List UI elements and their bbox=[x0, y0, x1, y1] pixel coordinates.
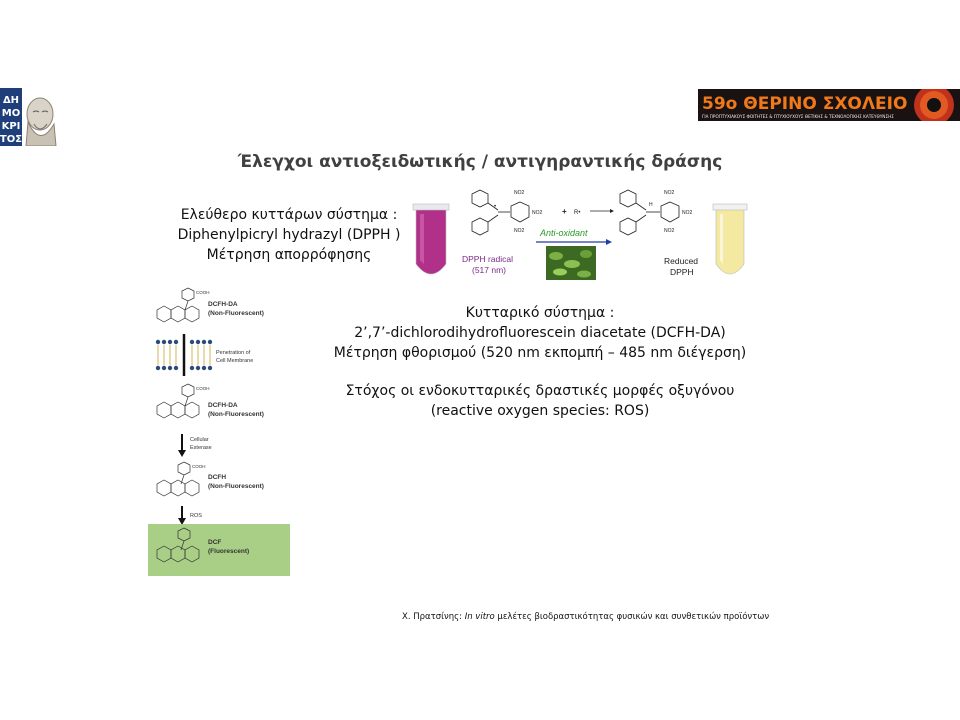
antioxidant-label: Anti-oxidant bbox=[540, 228, 588, 238]
dcfh-pathway-figure bbox=[144, 284, 294, 578]
svg-text:ΔΗ: ΔΗ bbox=[2, 95, 20, 106]
step3-sublabel: (Non-Fluorescent) bbox=[208, 483, 264, 490]
cellular-spacer bbox=[300, 363, 780, 381]
no2-label-3: NO2 bbox=[514, 228, 525, 234]
plus-sign: + bbox=[562, 207, 567, 216]
step3-label: DCFH bbox=[208, 474, 227, 481]
cell-free-line-1: Ελεύθερο κυττάρων σύστημα : bbox=[180, 207, 398, 223]
no2-label-6: NO2 bbox=[664, 228, 675, 234]
cellular-line-3: Μέτρηση φθορισμού (520 nm εκπομπή – 485 nm διέγερση) bbox=[333, 345, 747, 361]
membrane-label: Penetration of bbox=[216, 350, 251, 356]
step1-sublabel: (Non-Fluorescent) bbox=[208, 310, 264, 317]
footer-rest: μελέτες βιοδραστικότητας φυσικών και συνθετικών προϊόντων bbox=[497, 612, 770, 622]
banner-subtitle: ΓΙΑ ΠΡΟΠΤΥΧΙΑΚΟΥΣ ΦΟΙΤΗΤΕΣ & ΠΤΥΧΙΟΥΧΟΥΣ ΘΕΤΙΚΗΣ & ΤΕΧΝΟΛΟΓΙΚΗΣ ΚΑΤΕΥΘΥΝΣΗΣ bbox=[702, 114, 894, 119]
dpph-reaction-figure bbox=[410, 184, 750, 290]
reduced-h-label: H bbox=[649, 202, 653, 208]
dcfh-da-structure-1 bbox=[157, 288, 199, 322]
cooh-label-2: COOH bbox=[196, 386, 210, 391]
no2-label-2: NO2 bbox=[532, 210, 543, 216]
cell-free-text-block bbox=[150, 205, 428, 265]
banner-title: 59ο ΘΕΡΙΝΟ ΣΧΟΛΕΙΟ bbox=[702, 94, 908, 114]
esterase-label: Cellular bbox=[190, 437, 209, 443]
cellular-line-5: (reactive oxygen species: ROS) bbox=[430, 403, 650, 419]
cooh-label-3: COOH bbox=[192, 464, 206, 469]
reduced-label: Reduced bbox=[664, 256, 699, 266]
membrane-sublabel: Cell Membrane bbox=[216, 358, 254, 364]
reduced-dpph-tube bbox=[713, 204, 747, 274]
cooh-label-1: COOH bbox=[196, 290, 210, 295]
no2-label-4: NO2 bbox=[664, 190, 675, 196]
cell-free-line-3: Μέτρηση απορρόφησης bbox=[206, 247, 372, 263]
no2-label-1: NO2 bbox=[514, 190, 525, 196]
summer-school-banner bbox=[698, 89, 960, 121]
step4-label: DCF bbox=[208, 539, 222, 546]
footer-author: Χ. Πρατσίνης: bbox=[402, 612, 462, 622]
cell-membrane bbox=[156, 334, 212, 376]
svg-text:ΜΟ: ΜΟ bbox=[1, 108, 21, 119]
slide-title bbox=[0, 152, 960, 172]
dpph-radical-tube bbox=[413, 204, 449, 274]
step2-sublabel: (Non-Fluorescent) bbox=[208, 411, 264, 418]
cellular-line-4: Στόχος οι ενδοκυτταρικές δραστικές μορφές οξυγόνου bbox=[345, 383, 735, 399]
no2-label-5: NO2 bbox=[682, 210, 693, 216]
cellular-line-2: 2’,7’-dichlorodihydrofluorescein diacetate (DCFH-DA) bbox=[354, 325, 726, 341]
slide-title-text: Έλεγχοι αντιοξειδωτικής / αντιγηραντικής δράσης bbox=[237, 152, 723, 172]
cellular-line-1: Κυτταρικό σύστημα : bbox=[465, 305, 615, 321]
cell-free-line-2: Diphenylpicryl hydrazyl (DPPH ) bbox=[177, 227, 401, 243]
step4-sublabel: (Fluorescent) bbox=[208, 548, 250, 555]
dpph-radical-label: DPPH radical bbox=[462, 254, 514, 264]
cellular-text-block bbox=[300, 303, 780, 421]
dcfh-da-structure-2 bbox=[157, 384, 199, 418]
footer-italic: In vitro bbox=[464, 612, 495, 622]
democritus-logo bbox=[0, 88, 60, 146]
step1-label: DCFH-DA bbox=[208, 301, 238, 308]
plant-leaves-image bbox=[546, 246, 596, 280]
step2-label: DCFH-DA bbox=[208, 402, 238, 409]
esterase-sublabel: Esterase bbox=[190, 445, 212, 451]
svg-text:ΤΟΣ: ΤΟΣ bbox=[0, 134, 23, 145]
ros-label: ROS bbox=[190, 513, 202, 519]
svg-text:ΚΡΙ: ΚΡΙ bbox=[1, 121, 21, 132]
dpph-wavelength-label: (517 nm) bbox=[472, 265, 507, 275]
footer-citation bbox=[402, 612, 769, 622]
r-radical-label: R• bbox=[574, 210, 581, 216]
radical-n-label: • bbox=[494, 204, 497, 210]
reduced-dpph-label: DPPH bbox=[670, 267, 694, 277]
